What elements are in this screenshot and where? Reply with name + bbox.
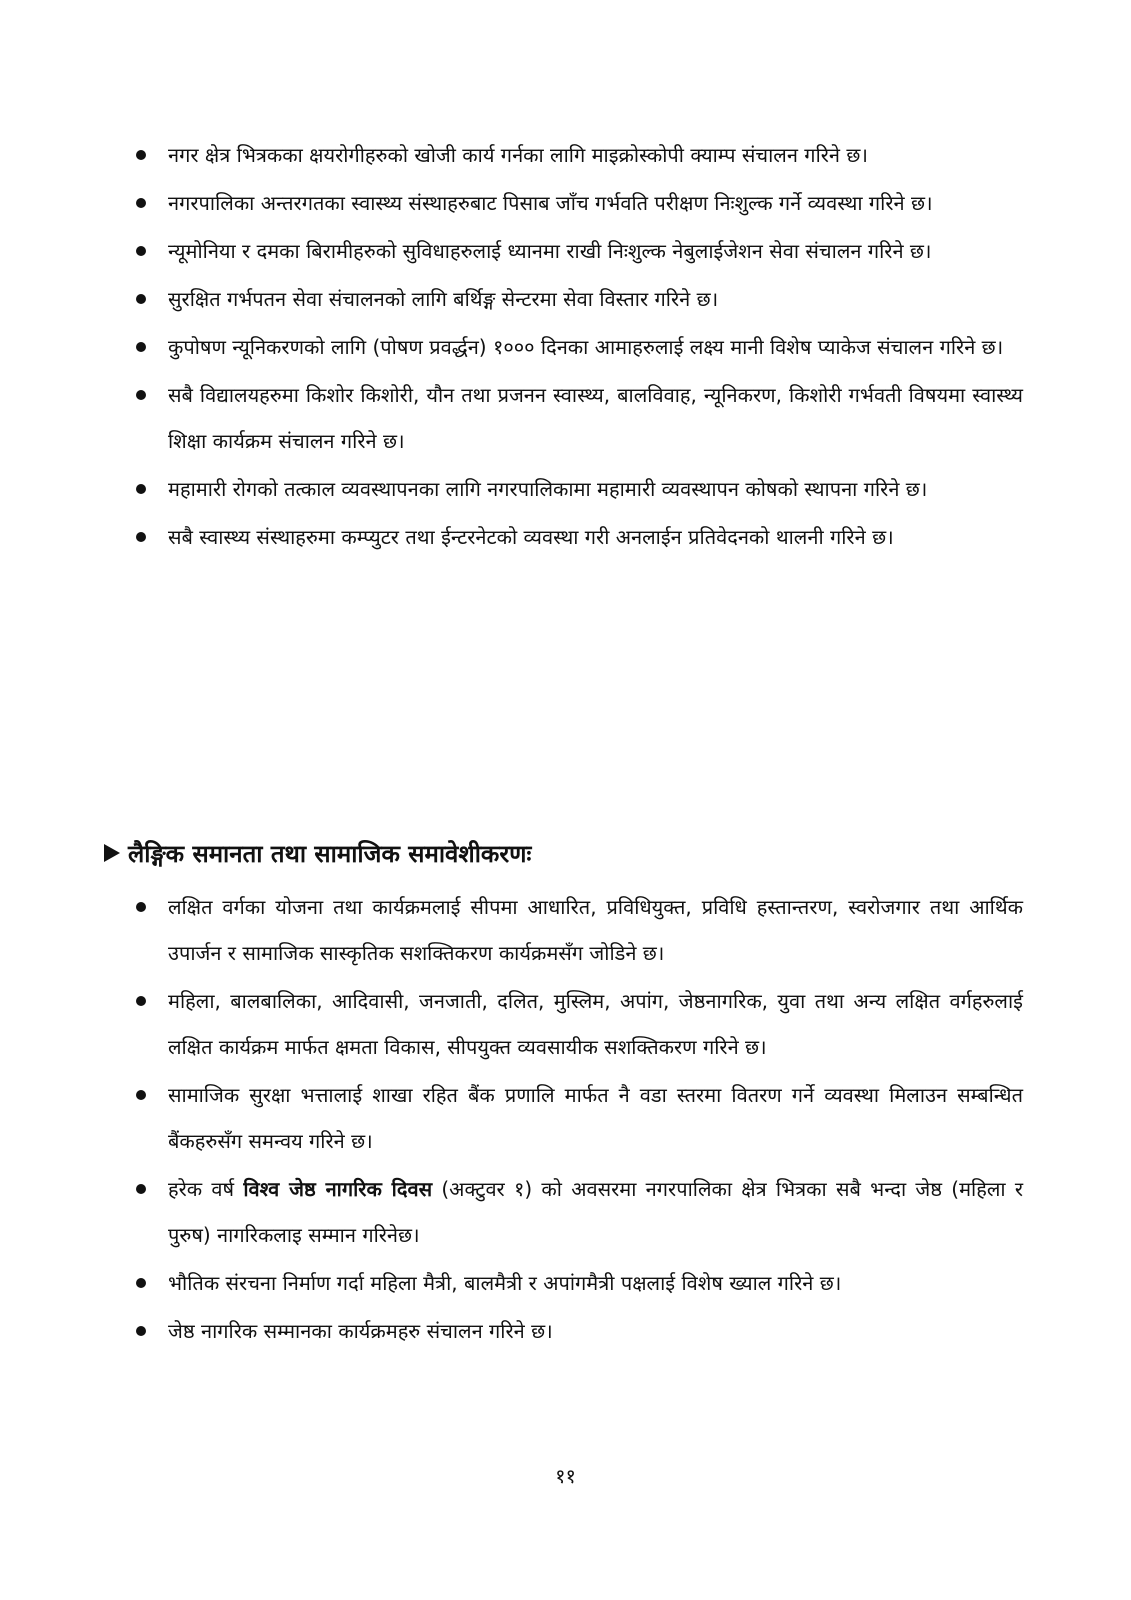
bullet-icon: [136, 902, 146, 912]
elder-day-text-before: हरेक वर्ष: [168, 1177, 235, 1201]
list-item-text: नगर क्षेत्र भित्रकका क्षयरोगीहरुको खोजी कार्य गर्नका लागि माइक्रोस्कोपी क्याम्प संचालन गरिने छ।: [168, 143, 868, 167]
list-item-text: महिला, बालबालिका, आदिवासी, जनजाती, दलित, मुस्लिम, अपांग, जेष्ठनागरिक, युवा तथा अन्य लक्षित वर्गहरुलाई लक्षित कार्यक्रम मार्फत क्षमता विकास, सीपयुक्त व्यवसायीक सशक्तिकरण गरिने छ।: [168, 989, 1023, 1059]
list-item: [0, 978, 1131, 1070]
list-item: [0, 466, 1131, 512]
list-item: [0, 1308, 1131, 1354]
list-item-elder-day: [0, 1166, 1131, 1258]
arrow-bullet-icon: [104, 844, 120, 862]
list-item: [0, 228, 1131, 274]
list-item-text: नगरपालिका अन्तरगतका स्वास्थ्य संस्थाहरुबाट पिसाब जाँच गर्भवति परीक्षण निःशुल्क गर्ने व्यवस्था गरिने छ।: [168, 191, 933, 215]
list-item: [0, 324, 1131, 370]
bullet-icon: [136, 1326, 146, 1336]
list-item: [0, 276, 1131, 322]
bullet-icon: [136, 246, 146, 256]
list-item-text: लक्षित वर्गका योजना तथा कार्यक्रमलाई सीपमा आधारित, प्रविधियुक्त, प्रविधि हस्तान्तरण, स्वरोजगार तथा आर्थिक उपार्जन र सामाजिक सास्कृतिक सशक्तिकरण कार्यक्रमसँग जोडिने छ।: [168, 895, 1023, 965]
list-item: [0, 372, 1131, 464]
list-item: [0, 1072, 1131, 1164]
section-heading-text: लैङ्गिक समानता तथा सामाजिक समावेशीकरणः: [128, 840, 532, 868]
list-item: [0, 1260, 1131, 1306]
bullet-icon: [136, 532, 146, 542]
bullet-icon: [136, 198, 146, 208]
page-number: ११: [555, 1464, 576, 1488]
list-item-text: सबै विद्यालयहरुमा किशोर किशोरी, यौन तथा प्रजनन स्वास्थ्य, बालविवाह, न्यूनिकरण, किशोरी गर्भवती विषयमा स्वास्थ्य शिक्षा कार्यक्रम संचालन गरिने छ।: [168, 383, 1023, 453]
list-item-text: महामारी रोगको तत्काल व्यवस्थापनका लागि नगरपालिकामा महामारी व्यवस्थापन कोषको स्थापना गरिने छ।: [168, 477, 928, 501]
bullet-icon: [136, 150, 146, 160]
list-item: [0, 180, 1131, 226]
elder-day-bold-text: विश्व जेष्ठ नागरिक दिवस: [243, 1177, 433, 1201]
list-item-text: सबै स्वास्थ्य संस्थाहरुमा कम्प्युटर तथा ईन्टरनेटको व्यवस्था गरी अनलाईन प्रतिवेदनको थालनी गरिने छ।: [168, 525, 894, 549]
elder-day-text-after: (अक्टुवर १) को अवसरमा नगरपालिका क्षेत्र भित्रका सबै भन्दा जेष्ठ (महिला र पुरुष) नागरिकलाइ सम्मान गरिनेछ।: [168, 1177, 1024, 1247]
bullet-icon: [136, 996, 146, 1006]
list-item: [0, 884, 1131, 976]
section-heading: [104, 834, 531, 874]
list-item: [0, 514, 1131, 560]
bullet-icon: [136, 1090, 146, 1100]
list-item-text: जेष्ठ नागरिक सम्मानका कार्यक्रमहरु संचालन गरिने छ।: [168, 1319, 553, 1343]
bullet-icon: [136, 294, 146, 304]
bullet-icon: [136, 1184, 146, 1194]
list-item-text: कुपोषण न्यूनिकरणको लागि (पोषण प्रवर्द्धन) १००० दिनका आमाहरुलाई लक्ष्य मानी विशेष प्याकेज संचालन गरिने छ।: [168, 335, 1004, 359]
list-item-text: भौतिक संरचना निर्माण गर्दा महिला मैत्री, बालमैत्री र अपांगमैत्री पक्षलाई विशेष ख्याल गरिने छ।: [168, 1271, 842, 1295]
list-item: [0, 132, 1131, 178]
health-bullet-list: [0, 132, 1131, 562]
gender-inclusion-bullet-list: [0, 884, 1131, 1356]
bullet-icon: [136, 484, 146, 494]
bullet-icon: [136, 1278, 146, 1288]
list-item-text: न्यूमोनिया र दमका बिरामीहरुको सुविधाहरुलाई ध्यानमा राखी निःशुल्क नेबुलाईजेशन सेवा संचालन गरिने छ।: [168, 239, 932, 263]
bullet-icon: [136, 390, 146, 400]
bullet-icon: [136, 342, 146, 352]
list-item-text: सामाजिक सुरक्षा भत्तालाई शाखा रहित बैंक प्रणालि मार्फत नै वडा स्तरमा वितरण गर्ने व्यवस्था मिलाउन सम्बन्धित बैंकहरुसँग समन्वय गरिने छ।: [168, 1083, 1023, 1153]
list-item-text: सुरक्षित गर्भपतन सेवा संचालनको लागि बर्थिङ्ग सेन्टरमा सेवा विस्तार गरिने छ।: [168, 287, 719, 311]
